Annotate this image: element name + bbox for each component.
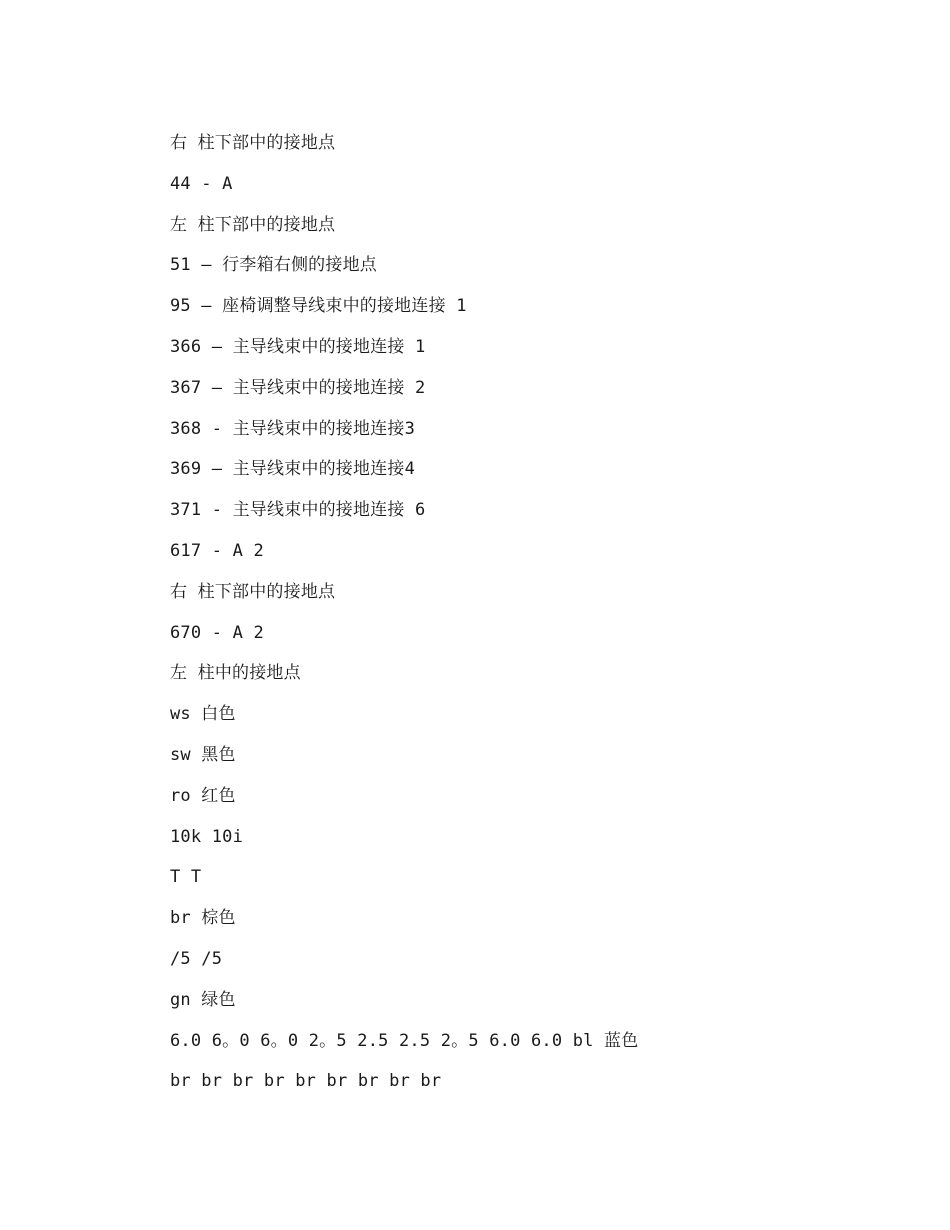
text-line: ro 红色 [170,785,236,806]
text-line: 366 — 主导线束中的接地连接 1 [170,336,426,357]
text-line: br 棕色 [170,908,236,929]
text-line: 617 - A 2 [170,540,264,561]
text-line: br br br br br br br br br [170,1071,442,1092]
text-line: 95 — 座椅调整导线束中的接地连接 1 [170,296,467,317]
text-line: 6.0 6。0 6。0 2。5 2.5 2.5 2。5 6.0 6.0 bl 蓝色 [170,1030,639,1051]
text-line: ws 白色 [170,704,236,725]
text-line: 右 柱下部中的接地点 [170,133,336,153]
text-line: 44 - A [170,173,233,194]
text-line: 371 - 主导线束中的接地连接 6 [170,500,426,521]
text-line: 368 - 主导线束中的接地连接3 [170,418,416,439]
text-line: 51 — 行李箱右侧的接地点 [170,255,377,276]
text-line: gn 绿色 [170,989,236,1010]
text-line: 10k 10i [170,826,244,847]
text-body [170,129,910,1108]
text-line: 右 柱下部中的接地点 [170,581,336,602]
text-line: /5 /5 [170,948,223,969]
text-line: T T [170,867,202,888]
text-line: 670 - A 2 [170,622,264,643]
text-line: 左 柱中的接地点 [170,663,301,684]
text-line: 367 — 主导线束中的接地连接 2 [170,377,426,398]
text-line: 左 柱下部中的接地点 [170,214,336,235]
text-line: sw 黑色 [170,744,236,765]
text-line: 369 — 主导线束中的接地连接4 [170,459,416,480]
